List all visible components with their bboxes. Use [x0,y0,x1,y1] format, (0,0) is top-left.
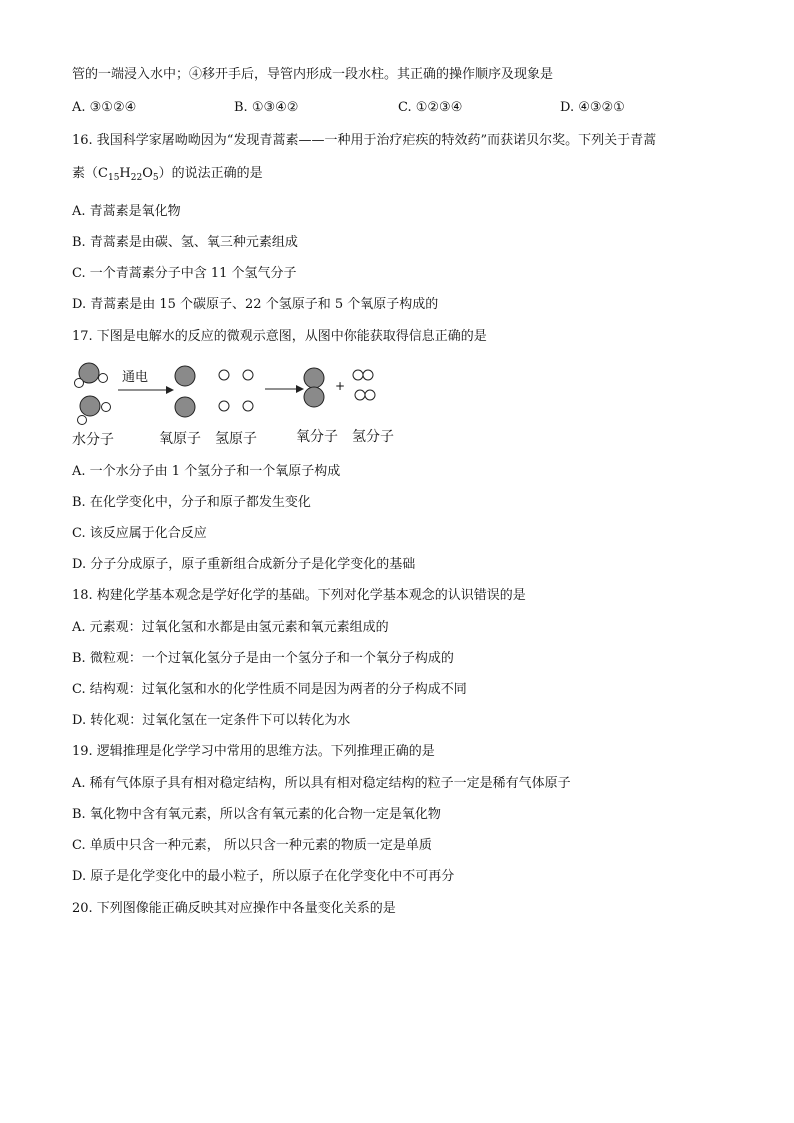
q17-option-d: D. 分子分成原子，原子重新组合成新分子是化学变化的基础 [72,557,416,572]
label-oxygen-molecule: 氧分子 [296,429,338,445]
q17-option-c: C. 该反应属于化合反应 [72,526,207,541]
label-oxygen-atom: 氧原子 [159,431,201,447]
q15-option-a: A. ③①②④ [72,100,137,115]
label-water-molecule: 水分子 [72,432,114,448]
q19-option-d: D. 原子是化学变化中的最小粒子，所以原子在化学变化中不可再分 [72,869,455,884]
water-molecule-1 [75,363,108,388]
q19-option-a: A. 稀有气体原子具有相对稳定结构，所以具有相对稳定结构的粒子一定是稀有气体原子 [72,776,571,791]
q17-option-a: A. 一个水分子由 1 个氢分子和一个氧原子构成 [72,464,341,479]
q16-option-a: A. 青蒿素是氧化物 [72,204,181,219]
q15-option-b: B. ①③④② [234,100,299,115]
q19-stem: 19. 逻辑推理是化学学习中常用的思维方法。下列推理正确的是 [72,744,435,759]
q20-stem: 20. 下列图像能正确反映其对应操作中各量变化关系的是 [72,901,396,916]
q16-option-d: D. 青蒿素是由 15 个碳原子、22 个氢原子和 5 个氧原子构成的 [72,297,439,312]
electrolysis-diagram [70,357,410,452]
reaction-arrow-1 [118,386,174,394]
q17-option-b: B. 在化学变化中，分子和原子都发生变化 [72,495,311,510]
artemisinin-formula [98,166,159,181]
hydrogen-atom-2 [243,370,253,380]
hydrogen-molecule-1 [353,370,373,380]
q15-stem-tail: 管的一端浸入水中；④移开手后，导管内形成一段水柱。其正确的操作顺序及现象是 [72,67,554,82]
reaction-arrow-2 [265,385,304,393]
formula-o-count: 5 [152,173,159,183]
q16-stem-suffix: ）的说法正确的是 [158,166,263,181]
hydrogen-atom-3 [219,401,229,411]
q16-stem-line2 [72,166,263,182]
label-hydrogen-molecule: 氢分子 [352,429,394,445]
q18-stem: 18. 构建化学基本观念是学好化学的基础。下列对化学基本观念的认识错误的是 [72,588,526,603]
q18-option-c: C. 结构观：过氧化氢和水的化学性质不同是因为两者的分子构成不同 [72,682,467,697]
formula-h: H [119,166,131,181]
hydrogen-atom-4 [243,401,253,411]
q15-options [72,100,712,116]
water-molecule-2 [78,396,111,425]
q18-option-a: A. 元素观：过氧化氢和水都是由氢元素和氧元素组成的 [72,620,389,635]
q16-stem-prefix: 素（ [72,166,99,181]
q16-stem-line1: 16. 我国科学家屠呦呦因为“发现青蒿素——一种用于治疗疟疾的特效药”而获诺贝尔奖。下列关于青蒿 [72,133,657,148]
hydrogen-molecule-2 [355,390,375,400]
q17-stem: 17. 下图是电解水的反应的微观示意图，从图中你能获取得信息正确的是 [72,329,487,344]
q15-option-c: C. ①②③④ [398,100,463,115]
q18-option-b: B. 微粒观：一个过氧化氢分子是由一个氢分子和一个氧分子构成的 [72,651,454,666]
q18-option-d: D. 转化观：过氧化氢在一定条件下可以转化为水 [72,713,351,728]
plus-sign: + [335,379,346,393]
q19-option-c: C. 单质中只含一种元素， 所以只含一种元素的物质一定是单质 [72,838,432,853]
hydrogen-atom-1 [219,370,229,380]
reaction-condition: 通电 [122,370,149,385]
formula-c: C [98,166,108,181]
oxygen-atom-1 [175,366,195,386]
oxygen-atom-2 [175,397,195,417]
label-hydrogen-atom: 氢原子 [215,431,257,447]
formula-h-count: 22 [130,173,143,183]
q19-option-b: B. 氧化物中含有氧元素，所以含有氧元素的化合物一定是氧化物 [72,807,441,822]
q15-option-d: D. ④③②① [560,100,625,115]
q16-option-c: C. 一个青蒿素分子中含 11 个氢气分子 [72,266,297,281]
oxygen-molecule [304,368,324,407]
formula-c-count: 15 [107,173,120,183]
formula-o: O [142,166,153,181]
q16-option-b: B. 青蒿素是由碳、氢、氧三种元素组成 [72,235,298,250]
